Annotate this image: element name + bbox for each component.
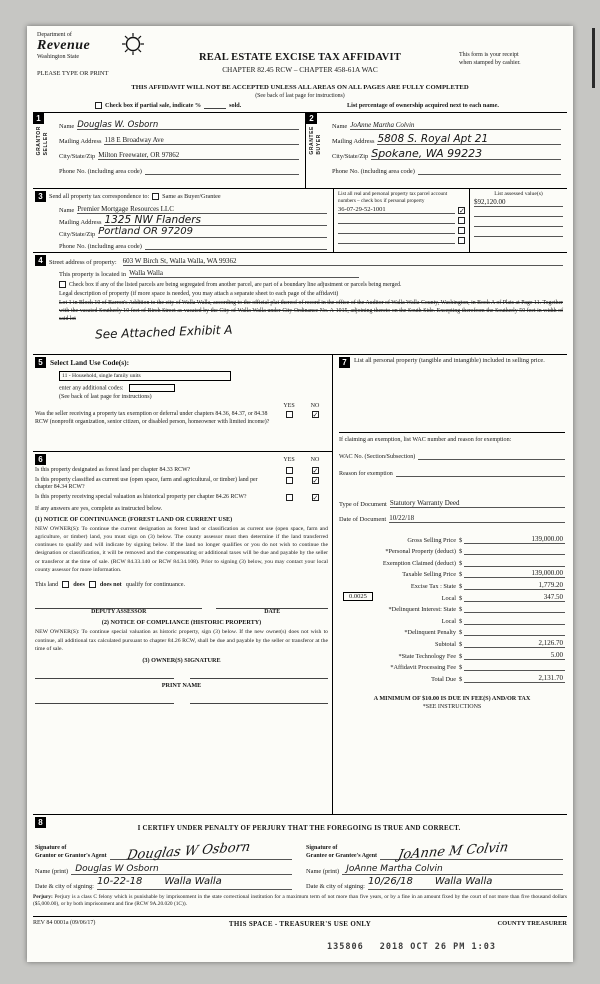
exemption-question: Was the seller receiving a property tax exemption or deferral under chapters 84.36, 84.37, or 84.38 RCW (nonprofit organization, senior citizen, or disabled person, homeowner with limited income)?: [35, 411, 270, 425]
correspondence-header: [35, 191, 327, 202]
corr-address-label: Mailing Address: [59, 219, 102, 226]
owner-print-name-line[interactable]: [35, 691, 174, 704]
form-title: REAL ESTATE EXCISE TAX AFFIDAVIT: [198, 52, 402, 63]
money-row: [339, 660, 565, 672]
wac-field[interactable]: [418, 452, 565, 460]
assessed-header: List assessed value(s): [494, 191, 543, 197]
logo-revenue-text: Revenue: [37, 38, 91, 53]
receipt-line2: when stamped by cashier.: [459, 59, 521, 66]
parties-section: [33, 112, 567, 188]
corr-name-field[interactable]: Premier Mortgage Resources LLC: [77, 205, 327, 214]
form-title-block: [155, 52, 445, 74]
deputy-labels: [35, 609, 328, 615]
ownership-note: List percentage of ownership acquired next to each name.: [347, 102, 499, 109]
minimum-due-note: A MINIMUM OF $10.00 IS DUE IN FEE(S) AND/OR TAX: [373, 694, 531, 702]
grantor-sig-label: [35, 845, 110, 860]
section-7-number: 7: [339, 357, 350, 368]
parcel-number-field[interactable]: [338, 236, 455, 244]
property-section: [33, 252, 567, 354]
forest-land-question: Is this property designated as forest land per chapter 84.33 RCW?: [35, 467, 191, 473]
dollar-sign: $: [459, 675, 463, 683]
segregated-row: [59, 281, 563, 288]
field-row: [59, 214, 327, 226]
grantor-signature: Douglas W Osborn: [125, 839, 252, 864]
dollar-sign: $: [459, 594, 463, 602]
state-technology-fee-label: *State Technology Fee: [398, 652, 456, 660]
forest-yes-checkbox[interactable]: [286, 467, 293, 474]
money-row: [339, 613, 565, 625]
excise-tax-local-label: Local: [441, 594, 456, 602]
receipt-line1: This form is your receipt: [459, 52, 519, 58]
parcel-row: [338, 234, 465, 244]
section-3-number: 3: [35, 191, 46, 202]
owners-signature-title: (3) OWNER(S) SIGNATURE: [142, 657, 221, 665]
dollar-sign: $: [459, 640, 463, 648]
reason-row: [339, 469, 565, 477]
grantor-signature-row: [35, 838, 292, 864]
treasurer-space-label: THIS SPACE - TREASURER'S USE ONLY: [228, 920, 372, 928]
affidavit-processing-fee-label: *Affidavit Processing Fee: [390, 664, 456, 672]
reason-field[interactable]: [396, 469, 565, 477]
grantee-name-print-label: Name (print): [306, 868, 340, 875]
dollar-sign: $: [459, 559, 463, 567]
buyer-address-field[interactable]: 5808 S. Royal Apt 21: [377, 134, 561, 146]
notice-compliance-title: (2) NOTICE OF COMPLIANCE (HISTORIC PROPERTY): [101, 619, 262, 627]
personal-property-deduct-field[interactable]: [464, 547, 565, 555]
main-area: [33, 354, 567, 814]
money-row: [339, 602, 565, 614]
buyer-name-field[interactable]: JoAnne Martha Colvin: [350, 121, 561, 130]
classification-section: [33, 451, 332, 814]
excise-tax-state-field[interactable]: 1,779.20: [464, 581, 565, 590]
footer-row: [33, 916, 567, 928]
certify-statement: I CERTIFY UNDER PENALTY OF PERJURY THAT THE FOREGOING IS TRUE AND CORRECT.: [137, 824, 461, 832]
see-back-note: (See back of last page for instructions): [255, 93, 345, 99]
perjury-label: Perjury:: [33, 894, 53, 900]
seller-name-label: Name: [59, 123, 75, 130]
seller-name-field[interactable]: Douglas W. Osborn: [77, 121, 299, 131]
grantee-signature-block: [306, 838, 563, 890]
money-row: [339, 544, 565, 556]
yes-header: YES: [283, 403, 295, 409]
personal-property-deduct-label: *Personal Property (deduct): [385, 548, 456, 556]
seller-address-label: Mailing Address: [59, 138, 102, 145]
please-type-note: PLEASE TYPE OR PRINT: [37, 70, 109, 77]
grantor-vertical-label: GRANTOR: [36, 126, 42, 156]
section-4-number: 4: [35, 255, 46, 266]
money-row: [339, 636, 565, 648]
field-row: [59, 226, 327, 238]
segregated-checkbox[interactable]: [59, 281, 66, 288]
money-row: [339, 648, 565, 660]
buyer-address-label: Mailing Address: [332, 138, 375, 145]
certification-header: [35, 817, 563, 835]
continuance-qualify-row: [35, 581, 328, 588]
stamp-date: 2018 OCT 26 PM 1:03: [379, 942, 496, 952]
corr-phone-field[interactable]: [145, 242, 327, 250]
cashier-stamp: [327, 942, 496, 952]
grantee-name-print-field[interactable]: JoAnne Martha Colvin: [342, 865, 563, 875]
excise-tax-state-label: Excise Tax : State: [410, 582, 456, 590]
exemption-claim-label: If claiming an exemption, list WAC number and reason for exemption:: [339, 432, 565, 443]
parcel-column: [333, 189, 469, 252]
dollar-sign: $: [459, 664, 463, 672]
county-treasurer-label: COUNTY TREASURER: [497, 920, 567, 927]
grantee-date-value: 10/26/18: [367, 876, 413, 887]
local-rate-box: 0.0025: [343, 592, 373, 601]
segregated-label: Check box if any of the listed parcels are being segregated from another parcel, are part of a boundary line adjustment or parcels being merged.: [69, 281, 402, 288]
parcel-personal-checkbox[interactable]: [458, 217, 465, 224]
historic-question: Is this property receiving special valuation as historical property per chapter 84.26 RCW?: [35, 494, 247, 501]
additional-codes-label: enter any additional codes:: [59, 385, 124, 392]
dor-sunburst-icon: [121, 32, 145, 61]
money-row: [339, 567, 565, 579]
gross-selling-price-field[interactable]: 139,000.00: [464, 535, 565, 544]
owner-print-name-line[interactable]: [190, 691, 329, 704]
partial-percent-field[interactable]: [204, 108, 226, 109]
grantor-date-label: Date & city of signing:: [35, 883, 94, 890]
street-field[interactable]: 603 W Birch St, Walla Walla, WA 99362: [123, 257, 563, 266]
field-row: [59, 115, 299, 130]
buyer-name-label: Name: [332, 123, 348, 130]
print-name-title: PRINT NAME: [161, 682, 202, 690]
assessed-value-field[interactable]: [474, 219, 563, 227]
dollar-sign: $: [459, 548, 463, 556]
field-row: [59, 160, 299, 175]
section-2-number: 2: [306, 113, 317, 124]
parcel-header: List all real and personal property tax parcel account numbers – check box if personal property: [338, 191, 448, 204]
current-use-yes-checkbox[interactable]: [286, 477, 293, 484]
legal-description-label: Legal description of property (if more space is needed, you may attach a separate sheet to each page of the affidavit): [59, 291, 339, 297]
wac-label: WAC No. (Section/Subsection): [339, 454, 416, 460]
seller-section: [33, 113, 305, 188]
field-row: [59, 145, 299, 160]
field-row: [332, 115, 561, 130]
assessed-value-field[interactable]: $92,120.00: [474, 198, 563, 207]
assessed-row: [474, 197, 563, 207]
money-row: [339, 578, 565, 590]
parcel-number-field[interactable]: [338, 226, 455, 234]
assessed-column: [469, 189, 567, 252]
logo-dept-text: Department of: [37, 32, 72, 38]
grantee-city-value: Walla Walla: [434, 876, 493, 887]
notice-compliance-text: NEW OWNER(S): To continue special valuation as historic property, sign (3) below. If the new owner(s) does not wish to continue, all additional tax calculated pursuant to chapter 84.26 RCW, shall be due and payable by the seller or transferor at the time of sale.: [35, 629, 328, 652]
document-date-field[interactable]: 10/22/18: [389, 514, 565, 523]
grantee-signature: JoAnne M Colvin: [396, 840, 510, 863]
correspondence-fields: [33, 189, 333, 252]
delinquent-interest-local-field[interactable]: [464, 617, 565, 625]
section-5-number: 5: [35, 357, 46, 368]
grantor-signature-block: [35, 838, 292, 890]
seller-address-field[interactable]: 118 E Broadway Ave: [104, 136, 299, 145]
forest-land-question-row: [35, 467, 328, 475]
form-revision: REV 84 0001a (09/06/17): [33, 920, 96, 926]
document-type-row: [339, 499, 565, 508]
exemption-question-row: [35, 411, 328, 426]
deputy-assessor-line[interactable]: [35, 600, 202, 609]
scan-artifact: [592, 28, 595, 88]
same-as-buyer-label: Same as Buyer/Grantee: [162, 193, 221, 200]
grantor-date-field[interactable]: [97, 871, 292, 890]
classification-header: [35, 454, 328, 465]
current-use-question: Is this property classified as current use (open space, farm and agricultural, or timber) land per chapter 84.34 RCW?: [35, 476, 258, 491]
money-row: [339, 555, 565, 567]
historic-yes-checkbox[interactable]: [286, 494, 293, 501]
signature-of-label: Signature of: [35, 845, 67, 851]
land-use-title-row: [35, 357, 328, 368]
money-row: [339, 625, 565, 637]
grantee-agent-label: Grantee or Grantee's Agent: [306, 852, 378, 859]
field-row: [59, 238, 327, 250]
grantor-name-print-label: Name (print): [35, 868, 69, 875]
certification-section: [33, 814, 567, 892]
does-label: does: [73, 581, 85, 589]
dor-logo: [37, 32, 167, 60]
delinquent-penalty-label: *Delinquent Penalty: [404, 629, 456, 637]
grantee-date-field[interactable]: [368, 871, 563, 890]
signature-of-label: Signature of: [306, 845, 338, 851]
if-yes-note: If any answers are yes, complete as instructed below.: [35, 505, 163, 512]
located-field[interactable]: Walla Walla: [129, 269, 359, 278]
seller-csz-field[interactable]: Milton Freewater, OR 97862: [98, 151, 299, 160]
dollar-sign: $: [459, 629, 463, 637]
grantee-sig-label: [306, 845, 380, 860]
personal-property-label: List all personal property (tangible and intangible) included in selling price.: [354, 357, 545, 364]
seller-vertical-label: SELLER: [43, 132, 49, 156]
see-back-note-2: (See back of last page for instructions): [59, 394, 152, 400]
dollar-sign: $: [459, 582, 463, 590]
perjury-text: Perjury is a class C felony which is punishable by imprisonment in the state correctional institution for a maximum term of not more than five years, or by a fine in an amount fixed by the court of not more than five thousand dollars ($5,000.00), or by both imprisonment and fine (RCW 9A.20.020 (1C)).: [33, 894, 567, 908]
same-as-buyer-checkbox[interactable]: [152, 193, 159, 200]
deputy-assessor-label: DEPUTY ASSESSOR: [91, 609, 147, 616]
current-use-question-row: [35, 477, 328, 492]
notice-continuance-text: NEW OWNER(S): To continue the current designation as forest land or classification as current use (open space, farm and agriculture, or timber) land, you must sign on (3) below. The county assessor must then determine if the land transferred continues to qualify and will indicate by signing below. If the land no longer qualifies or you do not wish to continue the designation or classification, it will be removed and the compensating or additional taxes will be due and payable by the seller or transferor at the time of sale. (RCW 84.33.140 or RCW 84.34.108). Prior to signing (3) below, you may contact your local county assessor for more information.: [35, 525, 328, 574]
dollar-sign: $: [459, 536, 463, 544]
street-row: [35, 255, 563, 266]
reason-label: Reason for exemption: [339, 471, 393, 477]
parcel-number-field[interactable]: [338, 216, 455, 224]
logo-state-text: Washington State: [37, 54, 80, 60]
additional-codes-field[interactable]: [129, 384, 175, 392]
partial-sale-label: Check box if partial sale, indicate %: [105, 102, 202, 109]
stamp-number: 135806: [327, 942, 364, 952]
exhibit-note: See Attached Exhibit A: [94, 323, 233, 342]
located-label: This property is located in: [59, 271, 127, 278]
personal-property-row: [339, 357, 565, 368]
corr-phone-label: Phone No. (including area code): [59, 243, 142, 250]
taxable-selling-price-label: Taxable Selling Price: [402, 571, 456, 579]
money-rows: [339, 532, 565, 683]
parcel-personal-checkbox[interactable]: ✓: [459, 207, 465, 215]
delinquent-interest-state-label: *Delinquent Interest: State: [388, 606, 456, 614]
parcel-row: [338, 204, 465, 214]
seller-csz-label: City/State/Zip: [59, 153, 96, 160]
qualify-label: qualify for continuance.: [125, 581, 186, 589]
field-row: [332, 130, 561, 145]
street-label: Street address of property:: [49, 259, 117, 266]
dollar-sign: $: [459, 617, 463, 625]
delinquent-interest-local-label: Local: [441, 617, 456, 625]
buyer-csz-label: City/State/Zip: [332, 153, 369, 160]
parcel-personal-checkbox[interactable]: [458, 237, 465, 244]
parcel-number-field[interactable]: 36-07-29-52-1001: [338, 206, 455, 214]
notice-continuance-title: (1) NOTICE OF CONTINUANCE (FOREST LAND OR CURRENT USE): [35, 515, 233, 523]
deputy-signature-lines: [35, 600, 328, 609]
additional-codes-row: [59, 384, 328, 392]
field-row: [332, 160, 561, 175]
wac-row: [339, 452, 565, 460]
acceptance-warning: THIS AFFIDAVIT WILL NOT BE ACCEPTED UNLESS ALL AREAS ON ALL PAGES ARE FULLY COMPLETED: [131, 84, 469, 91]
document-type-label: Type of Document: [339, 501, 387, 508]
partial-sale-checkbox[interactable]: [95, 102, 102, 109]
owner-signature-lines: [35, 666, 328, 679]
land-use-section: [33, 355, 332, 451]
dollar-sign: $: [459, 606, 463, 614]
land-use-title: Select Land Use Code(s):: [50, 358, 130, 367]
owner-signature-line[interactable]: [35, 666, 174, 679]
assessed-row: [474, 217, 563, 227]
located-row: [59, 269, 359, 278]
left-column: [33, 355, 333, 814]
partial-sale-row: [95, 102, 241, 109]
grantor-city-value: Walla Walla: [164, 876, 222, 887]
does-not-checkbox[interactable]: [89, 581, 96, 588]
section-1-number: 1: [33, 113, 44, 124]
money-row: [339, 532, 565, 544]
buyer-side-label: [309, 126, 322, 155]
state-technology-fee-field[interactable]: 5.00: [464, 651, 565, 660]
subtotal-field[interactable]: 2,126.70: [464, 639, 565, 648]
grantee-date-row: [306, 875, 563, 890]
assessed-value-field[interactable]: [474, 229, 563, 237]
corr-csz-label: City/State/Zip: [59, 231, 96, 238]
section-8-number: 8: [35, 817, 46, 828]
yes-header: YES: [283, 456, 295, 463]
exemption-yes-checkbox[interactable]: [286, 411, 293, 418]
see-instructions-note: *SEE INSTRUCTIONS: [422, 703, 482, 710]
dollar-sign: $: [459, 652, 463, 660]
does-checkbox[interactable]: [62, 581, 69, 588]
corr-csz-field[interactable]: Portland OR 97209: [98, 227, 327, 238]
dollar-sign: $: [459, 571, 463, 579]
form-header: [35, 30, 565, 110]
corr-name-label: Name: [59, 207, 75, 214]
total-due-field[interactable]: 2,131.70: [464, 674, 565, 683]
buyer-phone-field[interactable]: [418, 167, 561, 175]
receipt-note: [459, 52, 565, 68]
deputy-date-label: DATE: [264, 609, 281, 616]
sold-label: sold.: [229, 102, 242, 109]
taxable-selling-price-field[interactable]: 139,000.00: [464, 569, 565, 578]
delinquent-penalty-field[interactable]: [464, 628, 565, 636]
document-date-row: [339, 514, 565, 523]
grantee-date-label: Date & city of signing:: [306, 883, 365, 890]
historic-question-row: [35, 494, 328, 502]
deputy-date-line[interactable]: [216, 600, 328, 609]
gross-selling-price-label: Gross Selling Price: [407, 536, 456, 544]
money-row: [339, 671, 565, 683]
no-header: NO: [310, 403, 320, 409]
grantor-agent-label: Grantor or Grantor's Agent: [35, 852, 107, 859]
buyer-vertical-label: BUYER: [316, 134, 322, 155]
form-chapter: CHAPTER 82.45 RCW – CHAPTER 458-61A WAC: [222, 65, 378, 74]
correspondence-section: [33, 188, 567, 252]
owner-signature-line[interactable]: [190, 666, 329, 679]
signature-columns: [35, 838, 563, 890]
money-row: [339, 590, 565, 602]
no-header: NO: [310, 456, 320, 463]
does-not-label: does not: [99, 581, 122, 589]
affidavit-page: [27, 26, 573, 962]
seller-side-label: [36, 126, 49, 155]
total-due-label: Total Due: [431, 675, 456, 683]
exemption-no-checkbox[interactable]: ✓: [312, 411, 319, 419]
current-use-no-checkbox[interactable]: ✓: [312, 476, 319, 485]
excise-tax-local-field[interactable]: 347.50: [464, 593, 565, 602]
section-6-number: 6: [35, 454, 46, 465]
assessed-row: [474, 207, 563, 217]
historic-no-checkbox[interactable]: ✓: [312, 494, 319, 503]
legal-description-text: Lot 1 in Block 10 of Barron's Addition to the city of Walla Walla, according to the official plat thereof of record in the office of the Auditor of Walla Walla County, Washington, in Book A of Plats at Page 11. Together with the vacated Southerly 10 feet of Birch Street as vacated by the City of Walla Walla under City Ordinance No. A-1015, adjoining thereto on the South Side. Excepting therefrom the Southerly 50 feet in width of said lot: [59, 300, 563, 323]
perjury-clause: [33, 894, 567, 909]
exemption-claimed-label: Exemption Claimed (deduct): [382, 559, 456, 567]
buyer-section: [305, 113, 567, 188]
corr-address-field[interactable]: 1325 NW Flanders: [104, 215, 327, 227]
field-row: [59, 130, 299, 145]
document-type-field[interactable]: Statutory Warranty Deed: [390, 499, 565, 508]
seller-phone-label: Phone No. (including area code): [59, 168, 142, 175]
grantee-signature-row: [306, 838, 563, 863]
field-row: [59, 202, 327, 214]
parcel-row: [338, 224, 465, 234]
assessed-value-field[interactable]: [474, 209, 563, 217]
document-date-label: Date of Document: [339, 516, 387, 523]
tax-computation-section: [333, 355, 567, 814]
owner-print-name-lines: [35, 691, 328, 704]
this-land-label: This land: [35, 581, 59, 589]
parcel-row: [338, 214, 465, 224]
yes-no-header: [35, 403, 328, 409]
delinquent-interest-state-field[interactable]: [464, 605, 565, 613]
assessed-row: [474, 227, 563, 237]
subtotal-label: Subtotal: [435, 640, 456, 648]
land-use-code-field[interactable]: 11 - Household, single family units: [59, 371, 231, 381]
affidavit-processing-fee-field[interactable]: [464, 663, 565, 671]
buyer-phone-label: Phone No. (including area code): [332, 168, 415, 175]
parcel-personal-checkbox[interactable]: [458, 227, 465, 234]
buyer-csz-field[interactable]: Spokane, WA 99223: [371, 148, 561, 160]
seller-phone-field[interactable]: [145, 167, 299, 175]
grantee-vertical-label: GRANTEE: [309, 126, 315, 155]
forest-no-checkbox[interactable]: ✓: [312, 467, 319, 475]
send-correspondence-label: Send all property tax correspondence to:: [49, 193, 150, 200]
grantor-date-value: 10-22-18: [96, 876, 143, 887]
grantor-name-print-field[interactable]: Douglas W Osborn: [71, 865, 292, 875]
field-row: [332, 145, 561, 160]
grantor-date-row: [35, 875, 292, 890]
exemption-claimed-field[interactable]: [464, 559, 565, 567]
